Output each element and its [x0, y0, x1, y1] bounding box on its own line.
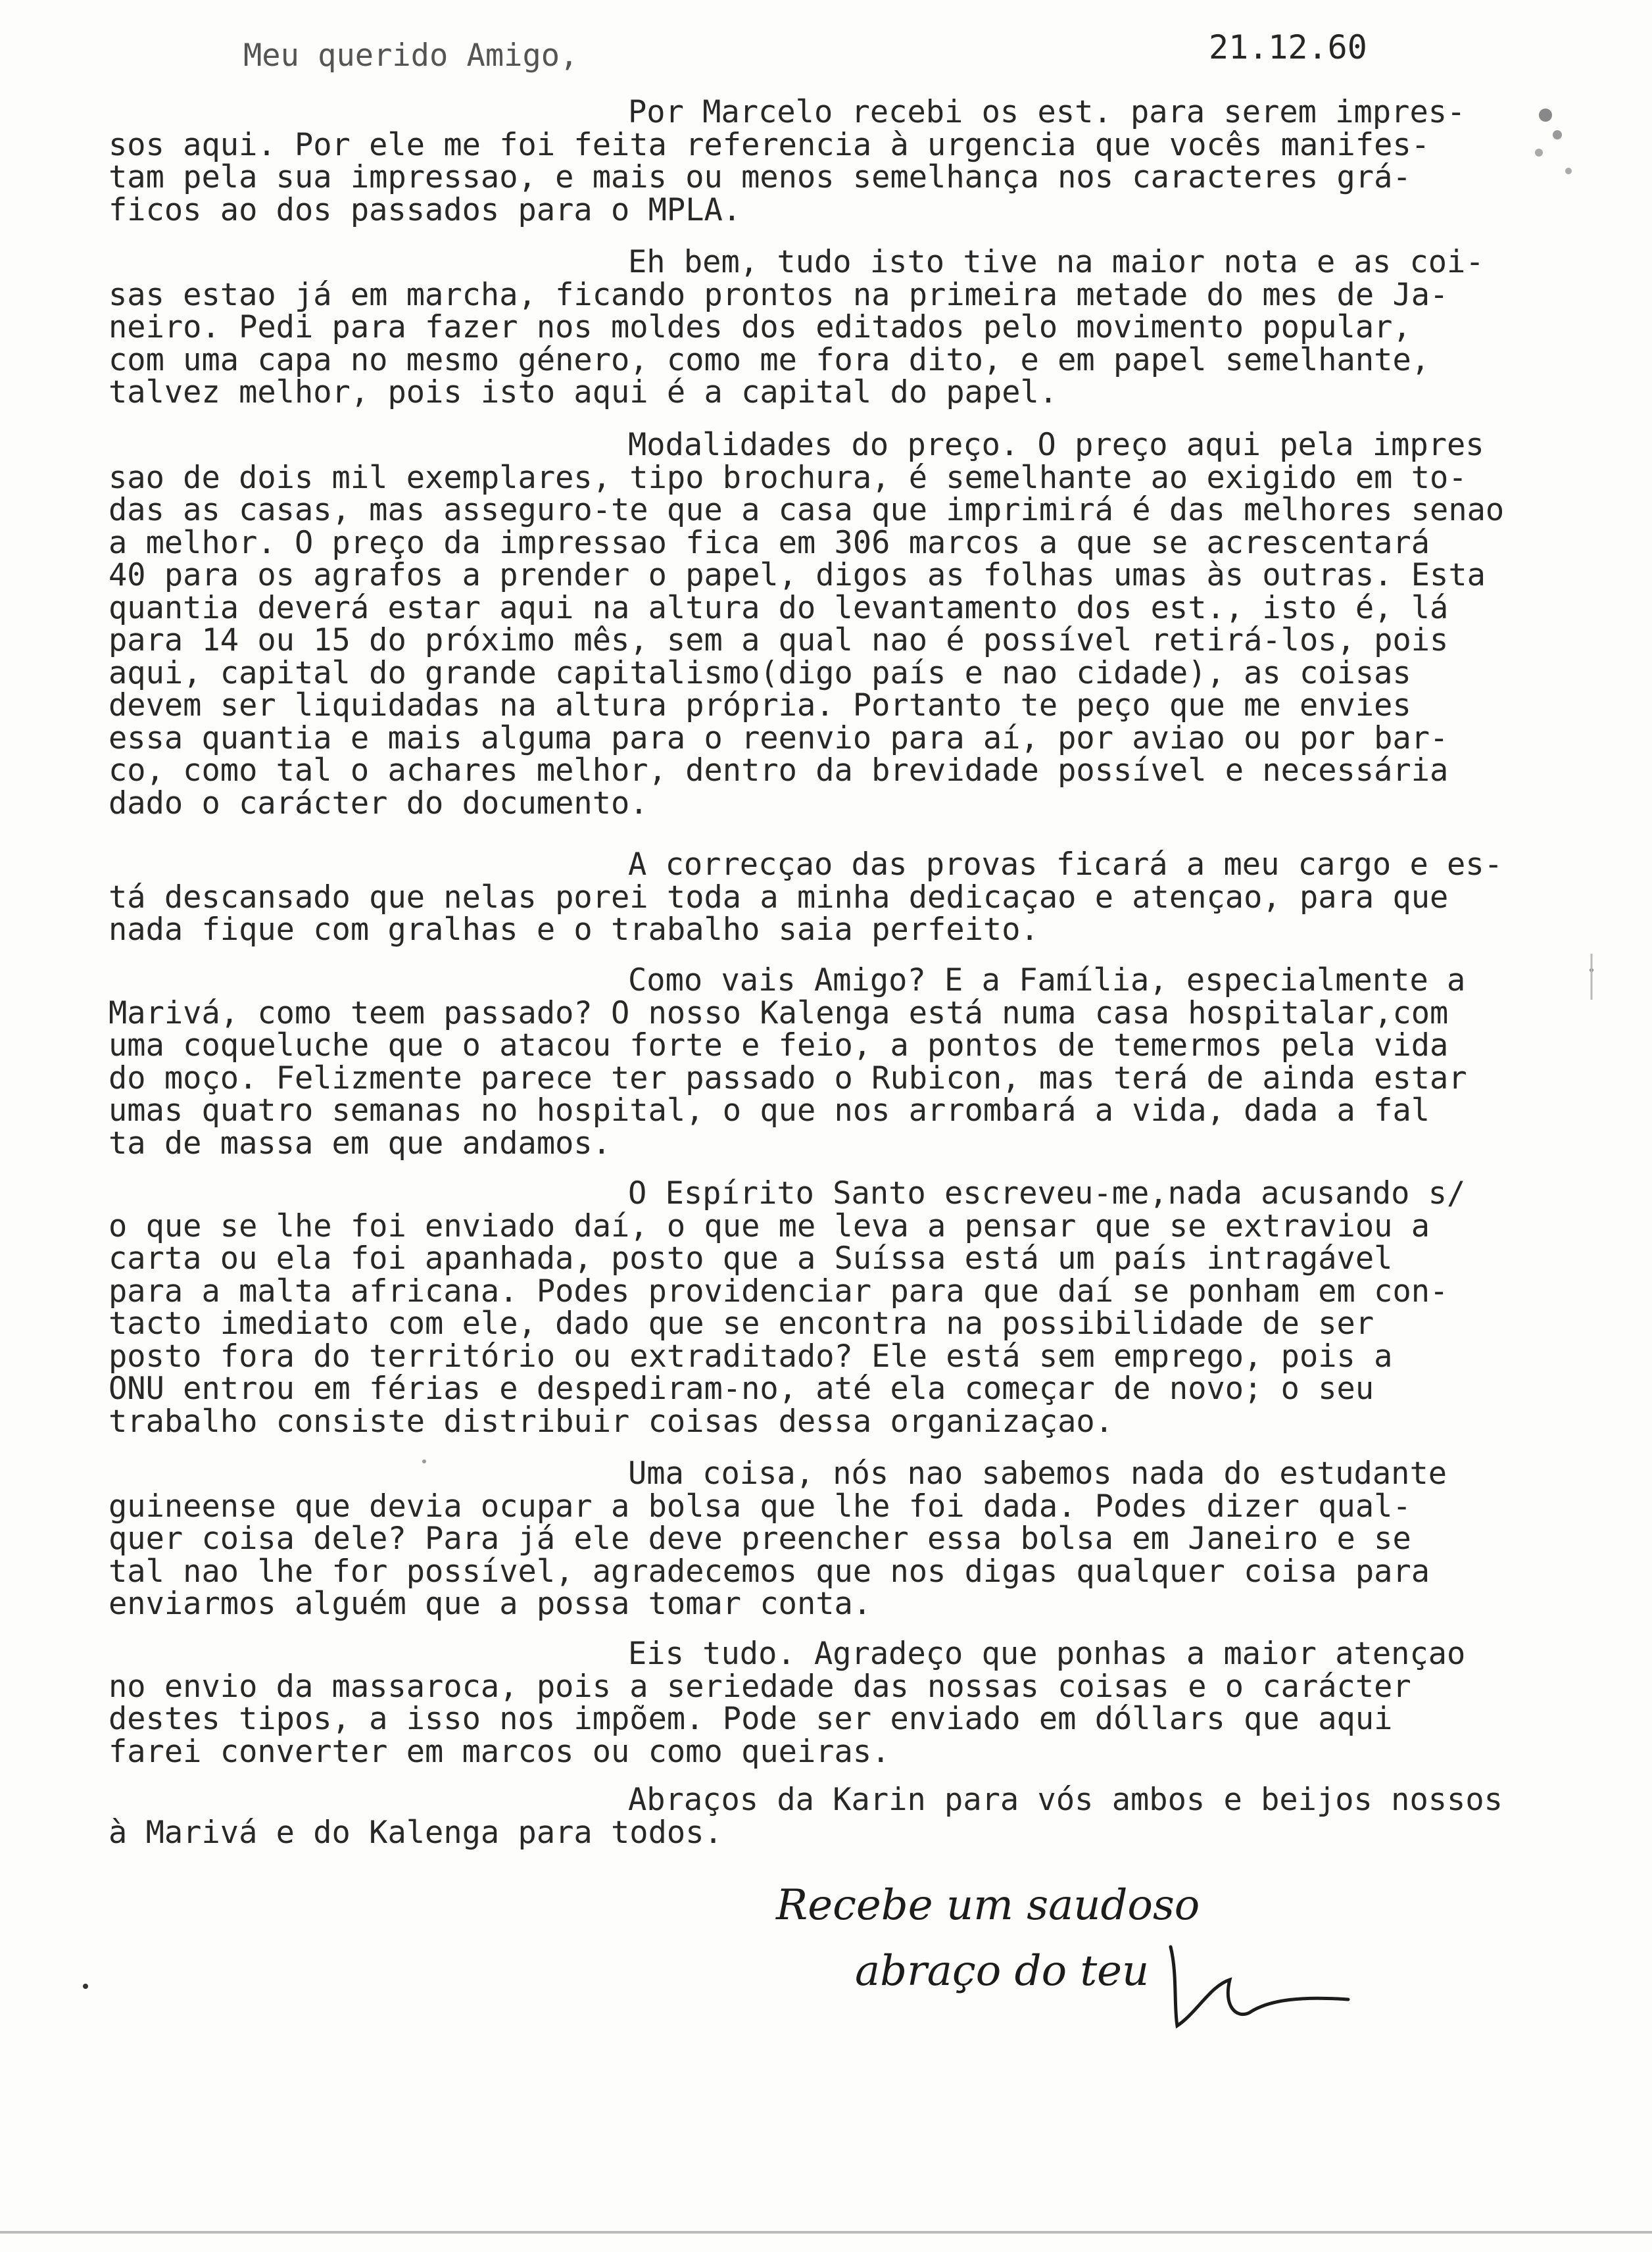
text-line: ONU entrou em férias e despediram-no, até ela começar de novo; o seu — [109, 1371, 1374, 1407]
text-line: talvez melhor, pois isto aqui é a capital do papel. — [109, 374, 1058, 410]
text-line: 40 para os agrafos a prender o papel, digos as folhas umas às outras. Esta — [109, 557, 1486, 593]
paragraph-7 — [109, 1457, 1582, 1621]
paragraph-9 — [109, 1784, 1582, 1849]
paragraph-8 — [109, 1638, 1582, 1768]
text-line: tá descansado que nelas porei toda a minha dedicaçao e atençao, para que — [109, 879, 1449, 916]
signature-scribble — [1157, 1934, 1355, 2039]
text-line: farei converter em marcos ou como queiras. — [109, 1733, 890, 1770]
text-line: A correcçao das provas ficará a meu cargo e es- — [628, 846, 1503, 883]
text-line: das as casas, mas asseguro-te que a casa que imprimirá é das melhores senao — [109, 492, 1505, 528]
paragraph-2 — [109, 246, 1582, 409]
text-line: devem ser liquidadas na altura própria. Portanto te peço que me envies — [109, 687, 1411, 723]
text-line: posto fora do território ou extraditado? Ele está sem emprego, pois a — [109, 1338, 1393, 1375]
text-line: Abraços da Karin para vós ambos e beijos nossos — [628, 1782, 1503, 1818]
text-line: Marivá, como teem passado? O nosso Kalenga está numa casa hospitalar,com — [109, 994, 1449, 1031]
text-line: no envio da massaroca, pois a seriedade das nossas coisas e o carácter — [109, 1668, 1411, 1705]
text-line: Eis tudo. Agradeço que ponhas a maior atençao — [628, 1636, 1466, 1672]
text-line: com uma capa no mesmo género, como me fora dito, e em papel semelhante, — [109, 341, 1430, 378]
paragraph-4 — [109, 848, 1582, 946]
text-line: sas estao já em marcha, ficando prontos na primeira metade do mes de Ja- — [109, 276, 1449, 313]
text-line: Por Marcelo recebi os est. para serem impres- — [628, 94, 1466, 130]
text-line: quantia deverá estar aqui na altura do levantamento dos est., isto é, lá — [109, 589, 1449, 626]
text-line: Como vais Amigo? E a Família, especialmente a — [628, 962, 1466, 998]
text-line: essa quantia e mais alguma para o reenvio para aí, por aviao ou por bar- — [109, 720, 1449, 756]
text-line: carta ou ela foi apanhada, posto que a Suíssa está um país intragável — [109, 1240, 1393, 1277]
text-line: nada fique com gralhas e o trabalho saia perfeito. — [109, 912, 1039, 948]
text-line: uma coqueluche que o atacou forte e feio, a pontos de temermos pela vida — [109, 1027, 1449, 1064]
text-line: quer coisa dele? Para já ele deve preencher essa bolsa em Janeiro e se — [109, 1521, 1411, 1557]
salutation: Meu querido Amigo, — [243, 37, 579, 74]
paragraph-6 — [109, 1177, 1582, 1438]
text-line: o que se lhe foi enviado daí, o que me leva a pensar que se extraviou a — [109, 1208, 1430, 1244]
text-line: aqui, capital do grande capitalismo(digo país e nao cidade), as coisas — [109, 654, 1411, 691]
text-line: O Espírito Santo escreveu-me,nada acusando s/ — [628, 1175, 1466, 1212]
text-line: a melhor. O preço da impressao fica em 306 marcos a que se acrescentará — [109, 524, 1430, 561]
text-line: co, como tal o achares melhor, dentro da brevidade possível e necessária — [109, 752, 1449, 789]
text-line: Uma coisa, nós nao sabemos nada do estudante — [628, 1456, 1447, 1492]
text-line: sao de dois mil exemplares, tipo brochura, é semelhante ao exigido em to- — [109, 459, 1467, 496]
text-line: umas quatro semanas no hospital, o que nos arrombará a vida, dada a fal — [109, 1092, 1430, 1129]
text-line: ficos ao dos passados para o MPLA. — [109, 191, 742, 228]
text-line: sos aqui. Por ele me foi feita referencia à urgencia que vocês manifes- — [109, 126, 1430, 163]
text-line: dado o carácter do documento. — [109, 785, 648, 821]
text-line: tacto imediato com ele, dado que se encontra na possibilidade de ser — [109, 1306, 1374, 1342]
text-line: enviarmos alguém que a possa tomar conta. — [109, 1586, 872, 1622]
text-line: Eh bem, tudo isto tive na maior nota e as coi- — [628, 244, 1484, 280]
text-line: para a malta africana. Podes providenciar para que daí se ponham em con- — [109, 1273, 1449, 1310]
text-line: para 14 ou 15 do próximo mês, sem a qual nao é possível retirá-los, pois — [109, 622, 1449, 658]
text-line: destes tipos, a isso nos impõem. Pode ser enviado em dóllars que aqui — [109, 1701, 1393, 1737]
handwritten-closing-line-2: abraço do teu — [855, 1947, 1150, 1995]
text-line: tam pela sua impressao, e mais ou menos semelhança nos caracteres grá- — [109, 159, 1411, 195]
letter-date: 21.12.60 — [1209, 28, 1367, 66]
text-line: Modalidades do preço. O preço aqui pela impres — [628, 427, 1484, 463]
handwritten-closing-line-1: Recebe um saudoso — [776, 1881, 1200, 1930]
text-line: do moço. Felizmente parece ter passado o Rubicon, mas terá de ainda estar — [109, 1060, 1467, 1096]
text-line: à Marivá e do Kalenga para todos. — [109, 1814, 723, 1851]
text-line: ta de massa em que andamos. — [109, 1125, 612, 1162]
paragraph-3 — [109, 429, 1582, 820]
text-line: neiro. Pedi para fazer nos moldes dos editados pelo movimento popular, — [109, 309, 1411, 345]
text-line: tal nao lhe for possível, agradecemos que nos digas qualquer coisa para — [109, 1553, 1430, 1590]
paragraph-5 — [109, 964, 1582, 1160]
text-line: guineense que devia ocupar a bolsa que lhe foi dada. Podes dizer qual- — [109, 1488, 1411, 1525]
page-edge — [0, 2231, 1652, 2234]
paragraph-1 — [109, 96, 1582, 226]
text-line: trabalho consiste distribuir coisas dessa organizaçao. — [109, 1403, 1114, 1440]
